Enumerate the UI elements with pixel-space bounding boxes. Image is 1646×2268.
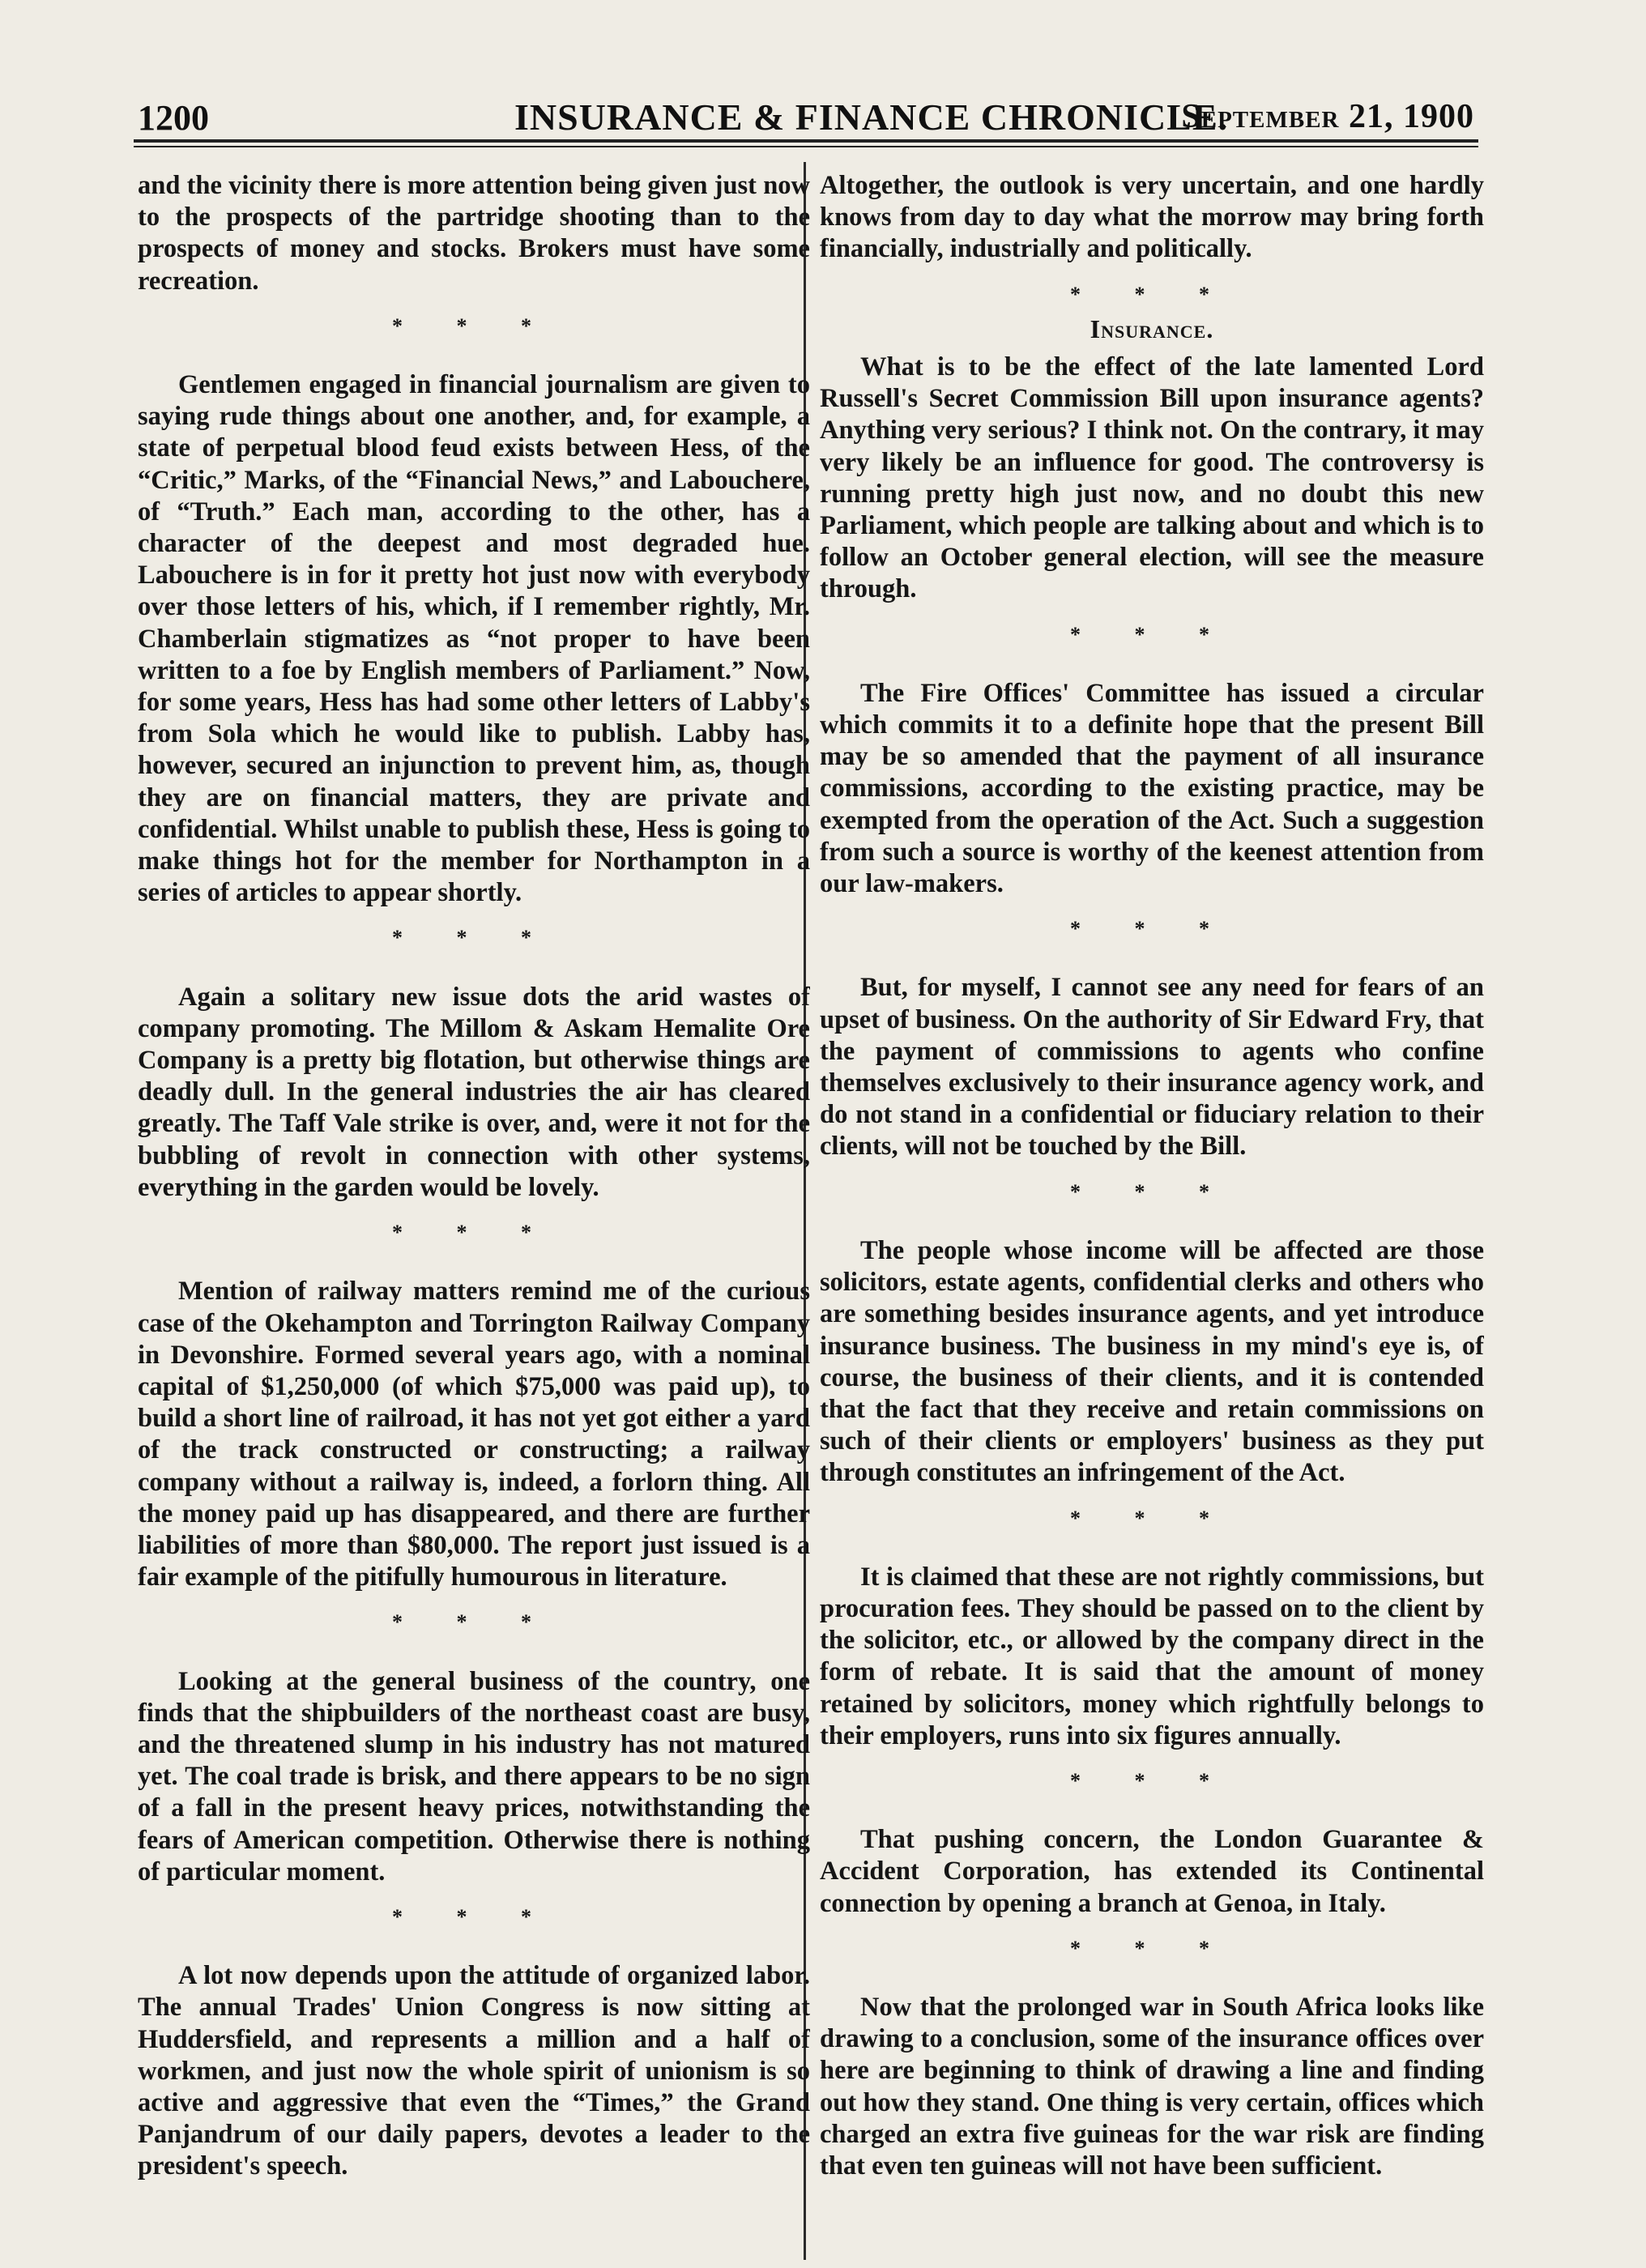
paragraph: and the vicinity there is more attention being given just now to the prospects of the partridge shooting than to the prospects of money and stocks. Brokers must have some recreation. [138, 171, 810, 296]
paragraph: Again a solitary new issue dots the arid wastes of company promoting. The Millom & Askam Hemalite Ore Company is a pretty big flotation, but otherwise things are deadly dull. In the general industries the air has cleared greatly. The Taff Vale strike is over, and, were it not for the bubbling of revolt in connection with other systems, everything in the garden would be lovely. [138, 982, 810, 1202]
section-heading: Insurance. [1090, 313, 1214, 343]
section-separator: * * * [1070, 1179, 1234, 1204]
section-separator: * * * [1070, 1506, 1234, 1530]
paragraph: That pushing concern, the London Guarantee & Accident Corporation, has extended its Continental connection by opening a branch at Genoa, in Italy. [820, 1825, 1484, 1918]
paragraph: The people whose income will be affected are those solicitors, estate agents, confidential clerks and others who are something besides insurance agents, and yet introduce insurance business. The business in my mind's eye is, of course, the business of their clients, and it is contended that the fact that they receive and retain commissions on such of their clients or employers' business as they put through constitutes an infringement of the Act. [820, 1235, 1484, 1488]
section-separator: * * * [1070, 1936, 1234, 1960]
section-separator: * * * [392, 1221, 556, 1245]
paragraph: Mention of railway matters remind me of the curious case of the Okehampton and Torrington Railway Company in Devonshire. Formed several years ago, with a nominal capital of $1,250,000 (of which $75,000 was paid up), to build a short line of railroad, it has not yet got either a yard of the track constructed or constructing; a railway company without a railway is, indeed, a forlorn thing. All the money paid up has disappeared, and there are further liabilities of more than $80,000. The report just issued is a fair example of the pitifully humourous in literature. [138, 1277, 810, 1592]
page-number: 1200 [138, 98, 209, 138]
paragraph: Altogether, the outlook is very uncertain, and one hardly knows from day to day what the morrow may bring forth financially, industrially and politically. [820, 171, 1484, 264]
section-separator: * * * [392, 1904, 556, 1929]
section-separator: * * * [1070, 282, 1234, 306]
section-separator: * * * [392, 1610, 556, 1635]
issue-date: September 21, 1900 [1181, 98, 1474, 135]
paragraph: It is claimed that these are not rightly commissions, but procuration fees. They should be passed on to the client by the solicitor, etc., or allowed by the company direct in the form of rebate. It is said that the amount of money retained by solicitors, money which rightfully belongs to their employers, runs into six figures annually. [820, 1562, 1484, 1750]
paragraph: What is to be the effect of the late lamented Lord Russell's Secret Commission Bill upon insurance agents? Anything very serious? I think not. On the contrary, it may very likely be an influence for good. The controversy is running pretty high just now, and no doubt this new Parliament, which people are talking about and which is to follow an October general election, will see the measure through. [820, 352, 1484, 604]
right-column [820, 170, 1484, 2244]
left-column [138, 170, 810, 2244]
paragraph: A lot now depends upon the attitude of organized labor. The annual Trades' Union Congress is now sitting at Huddersfield, and represents a million and a half of workmen, and just now the whole spirit of unionism is so active and aggressive that even the “Times,” the Grand Panjandrum of our daily papers, devotes a leader to the president's speech. [138, 1961, 810, 2181]
section-separator: * * * [1070, 1768, 1234, 1793]
header-rule-thin [134, 146, 1478, 147]
section-separator: * * * [1070, 622, 1234, 646]
section-separator: * * * [392, 926, 556, 950]
paragraph: Gentlemen engaged in financial journalism are given to saying rude things about one another, and, for example, a state of perpetual blood feud exists between Hess, of the “Critic,” Marks, of the “Financial News,” and Labouchere, of “Truth.” Each man, according to the other, has a character of the deepest and most degraded hue. Labouchere is in for it pretty hot just now with everybody over those letters of his, which, if I remember rightly, Mr. Chamberlain stigmatizes as “not proper to have been written to a foe by English members of Parliament.” Now, for some years, Hess has had some other letters of Labby's from Sola which he would like to publish. Labby has, however, secured an injunction to prevent him, as, though they are on financial matters, they are private and confidential. Whilst unable to publish these, Hess is going to make things hot for the member for Northampton in a series of articles to appear shortly. [138, 370, 810, 908]
paragraph: The Fire Offices' Committee has issued a circular which commits it to a definite hope that the present Bill may be so amended that the payment of all insurance commissions, according to the existing practice, may be exempted from the operation of the Act. Such a suggestion from such a source is worthy of the keenest attention from our law-makers. [820, 678, 1484, 899]
header-rule-thick [134, 139, 1478, 143]
section-separator: * * * [392, 313, 556, 338]
paragraph: Now that the prolonged war in South Africa looks like drawing to a conclusion, some of the insurance offices over here are beginning to think of drawing a line and finding out how they stand. One thing is very certain, offices which charged an extra five guineas for the war risk are finding that even ten guineas will not have been sufficient. [820, 1992, 1484, 2181]
paragraph: Looking at the general business of the country, one finds that the shipbuilders of the northeast coast are busy, and the threatened slump in his industry has not matured yet. The coal trade is brisk, and there appears to be no sign of a fall in the present heavy prices, notwithstanding the fears of American competition. Otherwise there is nothing of particular moment. [138, 1666, 810, 1886]
paragraph: But, for myself, I cannot see any need for fears of an upset of business. On the authority of Sir Edward Fry, that the payment of commissions to agents who confine themselves exclusively to their insurance agency work, and do not stand in a confidential or fiduciary relation to their clients, will not be touched by the Bill. [820, 973, 1484, 1162]
publication-title: INSURANCE & FINANCE CHRONICLE. [514, 96, 1229, 138]
page-header [138, 96, 1474, 144]
section-separator: * * * [1070, 917, 1234, 941]
